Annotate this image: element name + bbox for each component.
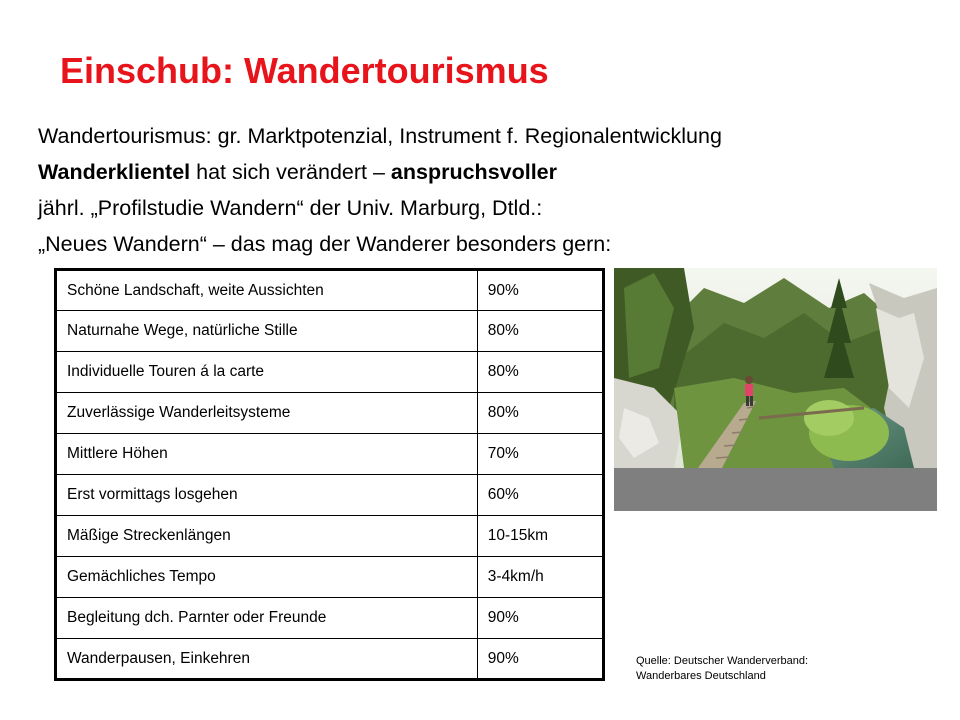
table-cell-value: 3-4km/h bbox=[477, 557, 603, 598]
hiking-photo bbox=[614, 268, 937, 511]
table-cell-label: Individuelle Touren á la carte bbox=[56, 352, 478, 393]
intro-line-2-bold-a: Wanderklientel bbox=[38, 160, 191, 184]
intro-line-2-mid: hat sich verändert – bbox=[190, 160, 391, 184]
source-note bbox=[636, 654, 808, 684]
intro-line-2-bold-b: anspruchsvoller bbox=[390, 160, 558, 184]
source-line-2: Wanderbares Deutschland bbox=[636, 670, 766, 682]
intro-text bbox=[38, 118, 722, 262]
table-cell-value: 80% bbox=[477, 352, 603, 393]
intro-line-2 bbox=[38, 154, 722, 190]
intro-line-3: jährl. „Profilstudie Wandern“ der Univ. Marburg, Dtld.: bbox=[38, 196, 543, 220]
table-cell-label: Gemächliches Tempo bbox=[56, 557, 478, 598]
slide-title: Einschub: Wandertourismus bbox=[60, 50, 549, 91]
table-cell-value: 90% bbox=[477, 598, 603, 639]
intro-line-4: „Neues Wandern“ – das mag der Wanderer besonders gern: bbox=[38, 232, 612, 256]
table-cell-label: Schöne Landschaft, weite Aussichten bbox=[56, 270, 478, 311]
table-row bbox=[56, 475, 604, 516]
table-row bbox=[56, 393, 604, 434]
table-cell-value: 90% bbox=[477, 270, 603, 311]
table-cell-value: 10-15km bbox=[477, 516, 603, 557]
table-row bbox=[56, 352, 604, 393]
table-row bbox=[56, 557, 604, 598]
table-row bbox=[56, 598, 604, 639]
table-row bbox=[56, 639, 604, 680]
hiking-trail-illustration bbox=[614, 268, 937, 511]
table-cell-label: Naturnahe Wege, natürliche Stille bbox=[56, 311, 478, 352]
table-cell-label: Mäßige Streckenlängen bbox=[56, 516, 478, 557]
table-cell-value: 80% bbox=[477, 311, 603, 352]
intro-line-1: Wandertourismus: gr. Marktpotenzial, Instrument f. Regionalentwicklung bbox=[38, 124, 722, 148]
source-line-1: Quelle: Deutscher Wanderverband: bbox=[636, 655, 809, 667]
table-row bbox=[56, 311, 604, 352]
table-cell-label: Erst vormittags losgehen bbox=[56, 475, 478, 516]
table-row bbox=[56, 270, 604, 311]
table-cell-label: Begleitung dch. Parnter oder Freunde bbox=[56, 598, 478, 639]
table-row bbox=[56, 434, 604, 475]
table-cell-value: 70% bbox=[477, 434, 603, 475]
preferences-table bbox=[54, 268, 605, 681]
table-cell-value: 80% bbox=[477, 393, 603, 434]
table-cell-label: Mittlere Höhen bbox=[56, 434, 478, 475]
table-cell-value: 60% bbox=[477, 475, 603, 516]
table-cell-value: 90% bbox=[477, 639, 603, 680]
table-cell-label: Zuverlässige Wanderleitsysteme bbox=[56, 393, 478, 434]
table-row bbox=[56, 516, 604, 557]
table-cell-label: Wanderpausen, Einkehren bbox=[56, 639, 478, 680]
